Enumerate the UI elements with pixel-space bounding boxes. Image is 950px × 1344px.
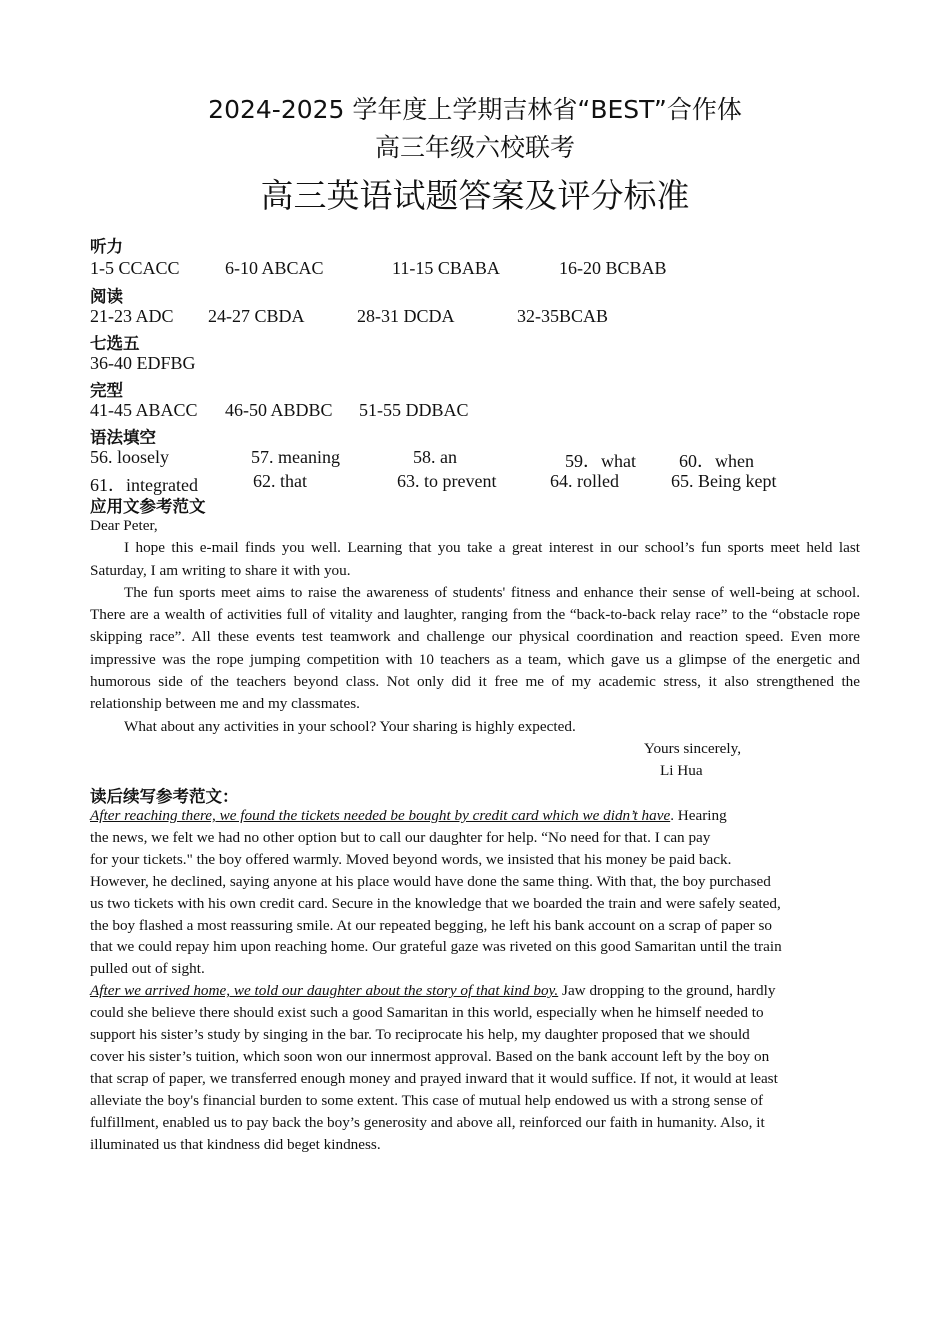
- answer-group: 16-20 BCBAB: [559, 258, 667, 278]
- answer-group: 28-31 DCDA: [357, 306, 455, 326]
- grammar-answer: 60．when: [679, 451, 754, 471]
- grammar-answer: 57. meaning: [251, 447, 340, 467]
- text-line: that we could repay him upon reaching home. Our grateful gaze was riveted on this good Samaritan until the train: [90, 938, 782, 956]
- grammar-answer: 58. an: [413, 447, 457, 467]
- text-line: cover his sister’s tuition, which soon won our innermost approval. Based on the bank account left by the boy on: [90, 1047, 770, 1065]
- letter-paragraph: I hope this e-mail finds you well. Learning that you take a great interest in our school’s fun sports meet held last Saturday, I am writing to share it with you.: [90, 539, 860, 579]
- header-line-1: 2024-2025 学年度上学期吉林省“BEST”合作体: [208, 95, 742, 124]
- text-line: support his sister’s study by singing in the bar. To reciprocate his help, my daughter proposed that we should: [90, 1026, 750, 1044]
- answer-group: 41-45 ABACC: [90, 400, 198, 420]
- answer-group: 32-35BCAB: [517, 306, 609, 326]
- section-heading-listening: 听力: [90, 237, 123, 256]
- text-line: pulled out of sight.: [90, 960, 205, 978]
- grammar-answer: 64. rolled: [550, 471, 619, 491]
- answer-group: 24-27 CBDA: [208, 306, 305, 326]
- answer-group: 21-23 ADC: [90, 306, 174, 326]
- grammar-answer: 61．integrated: [90, 475, 198, 495]
- text-line: that scrap of paper, we transferred enough money and prayed inward that it would suffice. If not, it would at least: [90, 1069, 778, 1087]
- text-line: . Hearing: [670, 807, 727, 824]
- answer-group: 51-55 DDBAC: [359, 400, 469, 420]
- grammar-answers-row-2: [90, 471, 880, 495]
- letter-signature: Li Hua: [660, 762, 703, 780]
- text-line: Jaw dropping to the ground, hardly: [558, 982, 776, 1000]
- section-heading-grammar: 语法填空: [90, 428, 156, 447]
- text-line: However, he declined, saying anyone at his place would have done the same thing. With that, the boy purchased: [90, 872, 771, 890]
- paragraph-opening-sentence: After reaching there, we found the tickets needed be bought by credit card which we didn’t have: [90, 807, 671, 824]
- text-line: the boy flashed a most reassuring smile. At our repeated begging, he left his bank account on a scrap of paper so: [90, 916, 772, 934]
- text-line: could she believe there should exist such a good Samaritan in this world, especially when he himself needed to: [90, 1004, 764, 1022]
- listening-answers-row: [90, 258, 880, 282]
- text-line: us two tickets with his own credit card. Secure in the knowledge that we boarded the train and were safely seated,: [90, 894, 781, 912]
- letter-closing: Yours sincerely,: [644, 739, 742, 757]
- reading-answers-row: [90, 306, 880, 330]
- grammar-answer: 65. Being kept: [671, 471, 777, 491]
- text-line: illuminated us that kindness did beget kindness.: [90, 1135, 381, 1153]
- header-line-2: 高三年级六校联考: [374, 133, 575, 162]
- cloze-answers-row: [90, 400, 880, 424]
- grammar-answer: 56. loosely: [90, 447, 169, 467]
- answer-group: 36-40 EDFBG: [90, 353, 196, 373]
- text-line: for your tickets." the boy offered warmly. Moved beyond words, we insisted that his money be paid back.: [90, 850, 732, 868]
- letter-paragraph: The fun sports meet aims to raise the awareness of students' fitness and enhance their sense of well-being at school. There are a wealth of activities full of vitality and laughter, ranging from the “back-to-back relay race” to the “obstacle rope skipping race”. All these events test teamwork and challenge our physical coordination and reaction speed. Even more impressive was the rope jumping competition with 10 teachers as a team, which gave us a glimpse of the energetic and humorous side of the teachers beyond class. Not only did it free me of my academic stress, it also strengthened the relationship between me and my classmates.: [90, 583, 860, 713]
- answer-group: 6-10 ABCAC: [225, 258, 324, 278]
- section-heading-reading: 阅读: [90, 287, 123, 306]
- grammar-answer: 62. that: [253, 471, 307, 491]
- section-heading-applied-writing: 应用文参考范文: [90, 497, 206, 516]
- applied-writing-sample: [90, 515, 860, 783]
- seven-five-answers-row: [90, 353, 880, 377]
- section-heading-cloze: 完型: [90, 381, 123, 400]
- text-line: the news, we felt we had no other option but to call our daughter for help. “No need for that. I can pay: [90, 828, 711, 846]
- section-heading-continuation: 读后续写参考范文：: [90, 787, 239, 806]
- section-heading-seven-five: 七选五: [90, 334, 140, 353]
- text-line: alleviate the boy's financial burden to some extent. This case of mutual help endowed us with a strong sense of: [90, 1091, 764, 1109]
- answer-group: 46-50 ABDBC: [225, 400, 333, 420]
- grammar-answer: 63. to prevent: [397, 471, 497, 491]
- continuation-paragraph-2: [90, 980, 865, 1002]
- page-title: 高三英语试题答案及评分标准: [260, 176, 690, 215]
- continuation-writing-sample: [90, 805, 865, 1156]
- text-line: fulfillment, enabled us to pay back the boy’s generosity and above all, reinforced our faith in humanity. Also, it: [90, 1113, 765, 1131]
- letter-paragraph: What about any activities in your school? Your sharing is highly expected.: [124, 717, 576, 735]
- letter-greeting: Dear Peter,: [90, 517, 158, 534]
- grammar-answer: 59．what: [565, 451, 636, 471]
- continuation-paragraph-1: [90, 805, 865, 827]
- answer-group: 1-5 CCACC: [90, 258, 180, 278]
- grammar-answers-row-1: [90, 447, 880, 471]
- answer-group: 11-15 CBABA: [392, 258, 500, 278]
- paragraph-opening-sentence: After we arrived home, we told our daughter about the story of that kind boy.: [90, 982, 559, 1000]
